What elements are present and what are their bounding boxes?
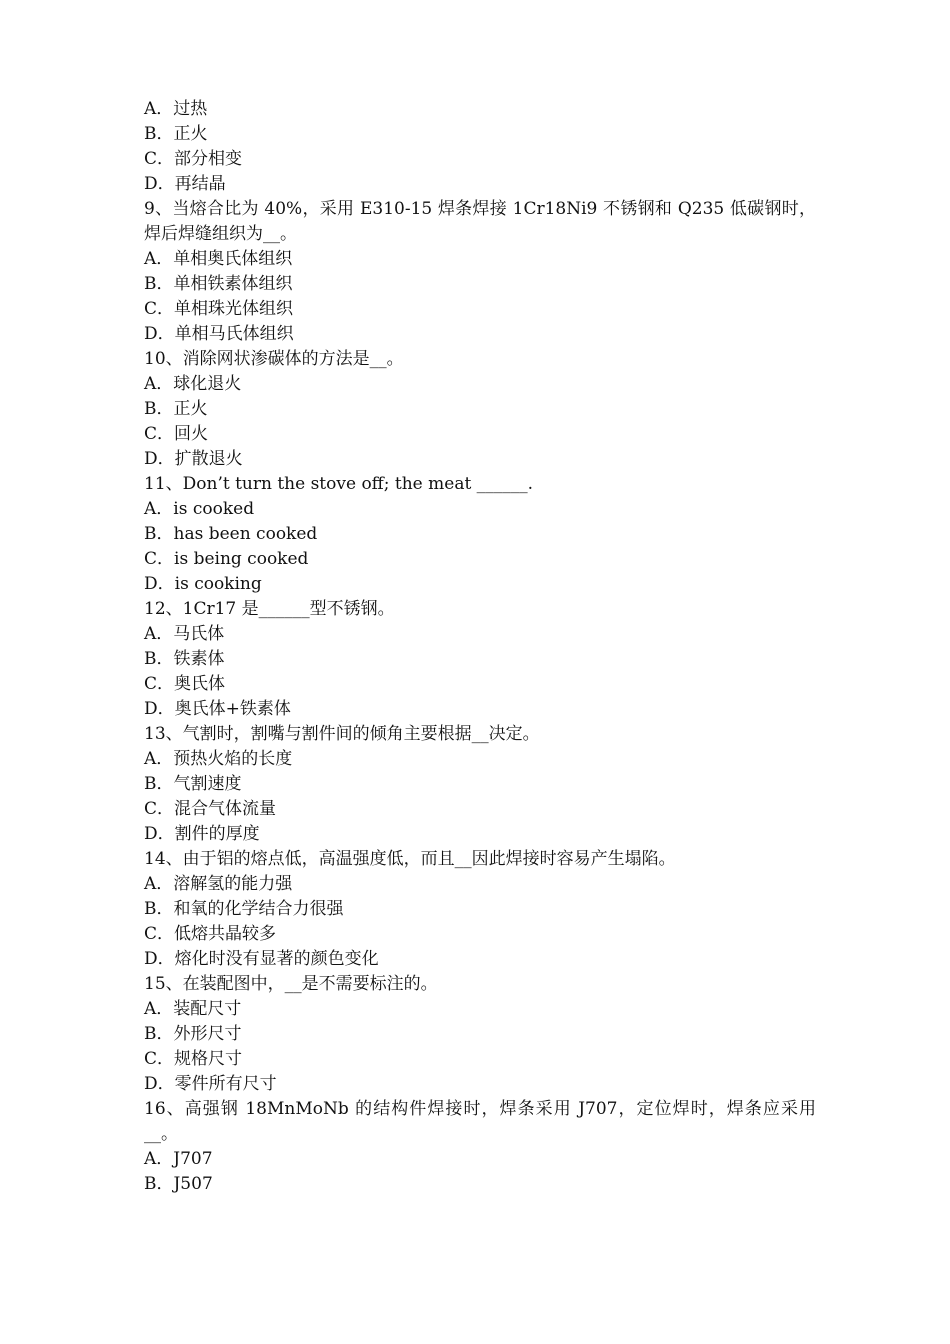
- option-line: D．零件所有尺寸: [144, 1074, 277, 1094]
- option-line: D．扩散退火: [144, 449, 243, 469]
- option-line: B．J507: [144, 1174, 213, 1194]
- option-line: D．熔化时没有显著的颜色变化: [144, 949, 379, 969]
- question-11: [144, 472, 816, 597]
- option-line: C．部分相变: [144, 149, 243, 169]
- question-9: [144, 197, 816, 347]
- question-text: 9、当熔合比为 40%，采用 E310-15 焊条焊接 1Cr18Ni9 不锈钢和 Q235 低碳钢时，焊后焊缝组织为__。: [144, 199, 816, 244]
- option-line: A．预热火焰的长度: [144, 749, 293, 769]
- option-line: D．奥氏体+铁素体: [144, 699, 291, 719]
- option-line: D．单相马氏体组织: [144, 324, 294, 344]
- question-12: [144, 597, 816, 722]
- question-14: [144, 847, 816, 972]
- question-10: [144, 347, 816, 472]
- option-line: A．过热: [144, 99, 208, 119]
- option-line: C．混合气体流量: [144, 799, 277, 819]
- option-line: C．奥氏体: [144, 674, 226, 694]
- option-line: D．割件的厚度: [144, 824, 260, 844]
- option-line: C．回火: [144, 424, 209, 444]
- option-line: A．球化退火: [144, 374, 242, 394]
- option-line: A．装配尺寸: [144, 999, 242, 1019]
- leading-options: [144, 97, 816, 197]
- option-line: C．is being cooked: [144, 549, 309, 569]
- option-line: C．低熔共晶较多: [144, 924, 277, 944]
- option-line: B．单相铁素体组织: [144, 274, 293, 294]
- option-line: A．马氏体: [144, 624, 225, 644]
- option-line: B．铁素体: [144, 649, 225, 669]
- question-text: 12、1Cr17 是______型不锈钢。: [144, 599, 395, 619]
- option-line: A．is cooked: [144, 499, 255, 519]
- question-15: [144, 972, 816, 1097]
- option-line: B．正火: [144, 399, 208, 419]
- question-text: 14、由于铝的熔点低，高温强度低，而且__因此焊接时容易产生塌陷。: [144, 849, 676, 869]
- option-line: B．正火: [144, 124, 208, 144]
- option-line: C．规格尺寸: [144, 1049, 243, 1069]
- question-text: 13、气割时，割嘴与割件间的倾角主要根据__决定。: [144, 724, 540, 744]
- document-page: [144, 97, 816, 1197]
- option-line: A．溶解氢的能力强: [144, 874, 293, 894]
- question-text: 11、Don’t turn the stove off; the meat ______.: [144, 474, 534, 494]
- option-line: A．J707: [144, 1149, 213, 1169]
- option-line: A．单相奥氏体组织: [144, 249, 293, 269]
- question-13: [144, 722, 816, 847]
- option-line: B．气割速度: [144, 774, 242, 794]
- option-line: B．外形尺寸: [144, 1024, 242, 1044]
- question-16: [144, 1097, 816, 1197]
- question-text: 15、在装配图中，__是不需要标注的。: [144, 974, 438, 994]
- option-line: D．再结晶: [144, 174, 226, 194]
- question-text: 16、高强钢 18MnMoNb 的结构件焊接时，焊条采用 J707，定位焊时，焊条应采用__。: [144, 1099, 816, 1144]
- question-text: 10、消除网状渗碳体的方法是__。: [144, 349, 404, 369]
- option-line: B．和氧的化学结合力很强: [144, 899, 344, 919]
- option-line: D．is cooking: [144, 574, 262, 594]
- option-line: C．单相珠光体组织: [144, 299, 294, 319]
- option-line: B．has been cooked: [144, 524, 318, 544]
